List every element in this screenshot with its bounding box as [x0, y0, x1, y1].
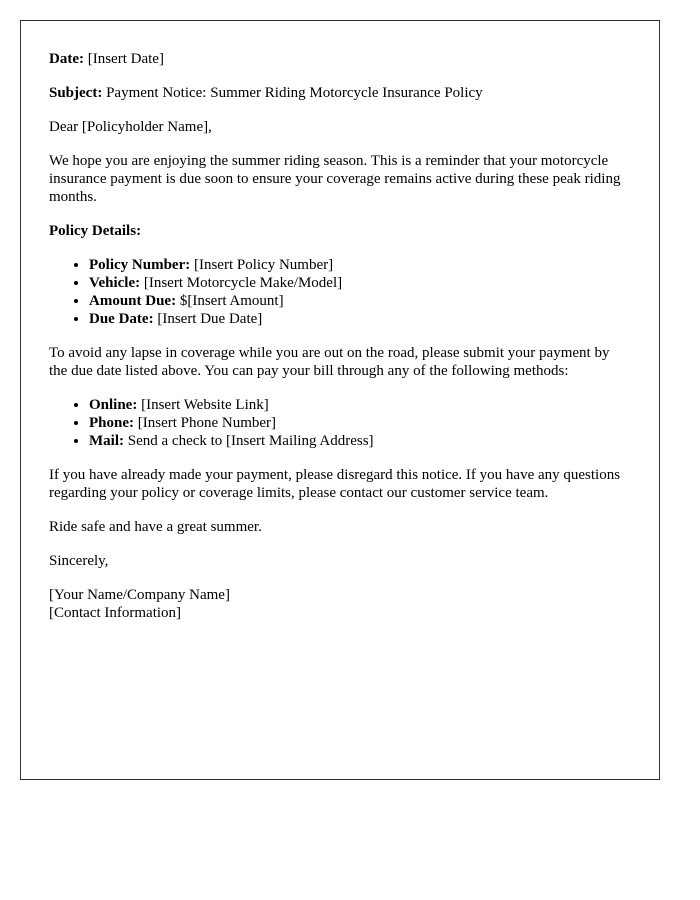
- letter-page: [20, 20, 660, 780]
- sign-off: Sincerely,: [49, 553, 109, 569]
- policy-detail-value: [Insert Policy Number]: [193, 257, 334, 273]
- disregard-note: If you have already made your payment, please disregard this notice. If you have any questions regarding your policy or coverage limits, please contact our customer service team.: [49, 467, 621, 501]
- payment-method-label: Online:: [89, 397, 138, 413]
- payment-method-value: [Insert Phone Number]: [137, 415, 277, 431]
- policy-detail-label: Policy Number:: [89, 257, 191, 273]
- signature-block: [49, 586, 631, 622]
- greeting: Dear [Policyholder Name],: [49, 119, 212, 135]
- intro-paragraph: We hope you are enjoying the summer riding season. This is a reminder that your motorcycle insurance payment is due soon to ensure your coverage remains active during these peak riding months.: [49, 153, 621, 205]
- payment-method-value: Send a check to [Insert Mailing Address]: [127, 433, 374, 449]
- date-label: Date:: [49, 51, 84, 67]
- payment-method-value: [Insert Website Link]: [141, 397, 269, 413]
- payment-method-item: [89, 432, 631, 450]
- policy-detail-label: Due Date:: [89, 311, 154, 327]
- policy-detail-item: [89, 256, 631, 274]
- policy-details-heading: [49, 222, 631, 240]
- payment-method-item: [89, 396, 631, 414]
- policy-detail-value: [Insert Due Date]: [157, 311, 263, 327]
- policy-details-list: [49, 256, 631, 328]
- signature-contact: [Contact Information]: [49, 605, 182, 621]
- payment-instructions: To avoid any lapse in coverage while you are out on the road, please submit your payment by the due date listed above. You can pay your bill through any of the following methods:: [49, 345, 610, 379]
- signature-name: [Your Name/Company Name]: [49, 587, 230, 603]
- closing-wish: Ride safe and have a great summer.: [49, 519, 262, 535]
- payment-method-label: Mail:: [89, 433, 124, 449]
- policy-detail-value: $[Insert Amount]: [179, 293, 284, 309]
- policy-detail-item: [89, 292, 631, 310]
- policy-detail-item: [89, 310, 631, 328]
- payment-method-label: Phone:: [89, 415, 134, 431]
- policy-detail-value: [Insert Motorcycle Make/Model]: [143, 275, 343, 291]
- payment-method-item: [89, 414, 631, 432]
- subject-label: Subject:: [49, 85, 103, 101]
- subject-line: [49, 84, 631, 102]
- policy-details-heading-text: Policy Details:: [49, 223, 142, 239]
- policy-detail-item: [89, 274, 631, 292]
- date-value: [Insert Date]: [87, 51, 164, 67]
- date-line: [49, 50, 631, 68]
- payment-methods-list: [49, 396, 631, 450]
- subject-value: Payment Notice: Summer Riding Motorcycle Insurance Policy: [106, 85, 483, 101]
- policy-detail-label: Vehicle:: [89, 275, 141, 291]
- policy-detail-label: Amount Due:: [89, 293, 177, 309]
